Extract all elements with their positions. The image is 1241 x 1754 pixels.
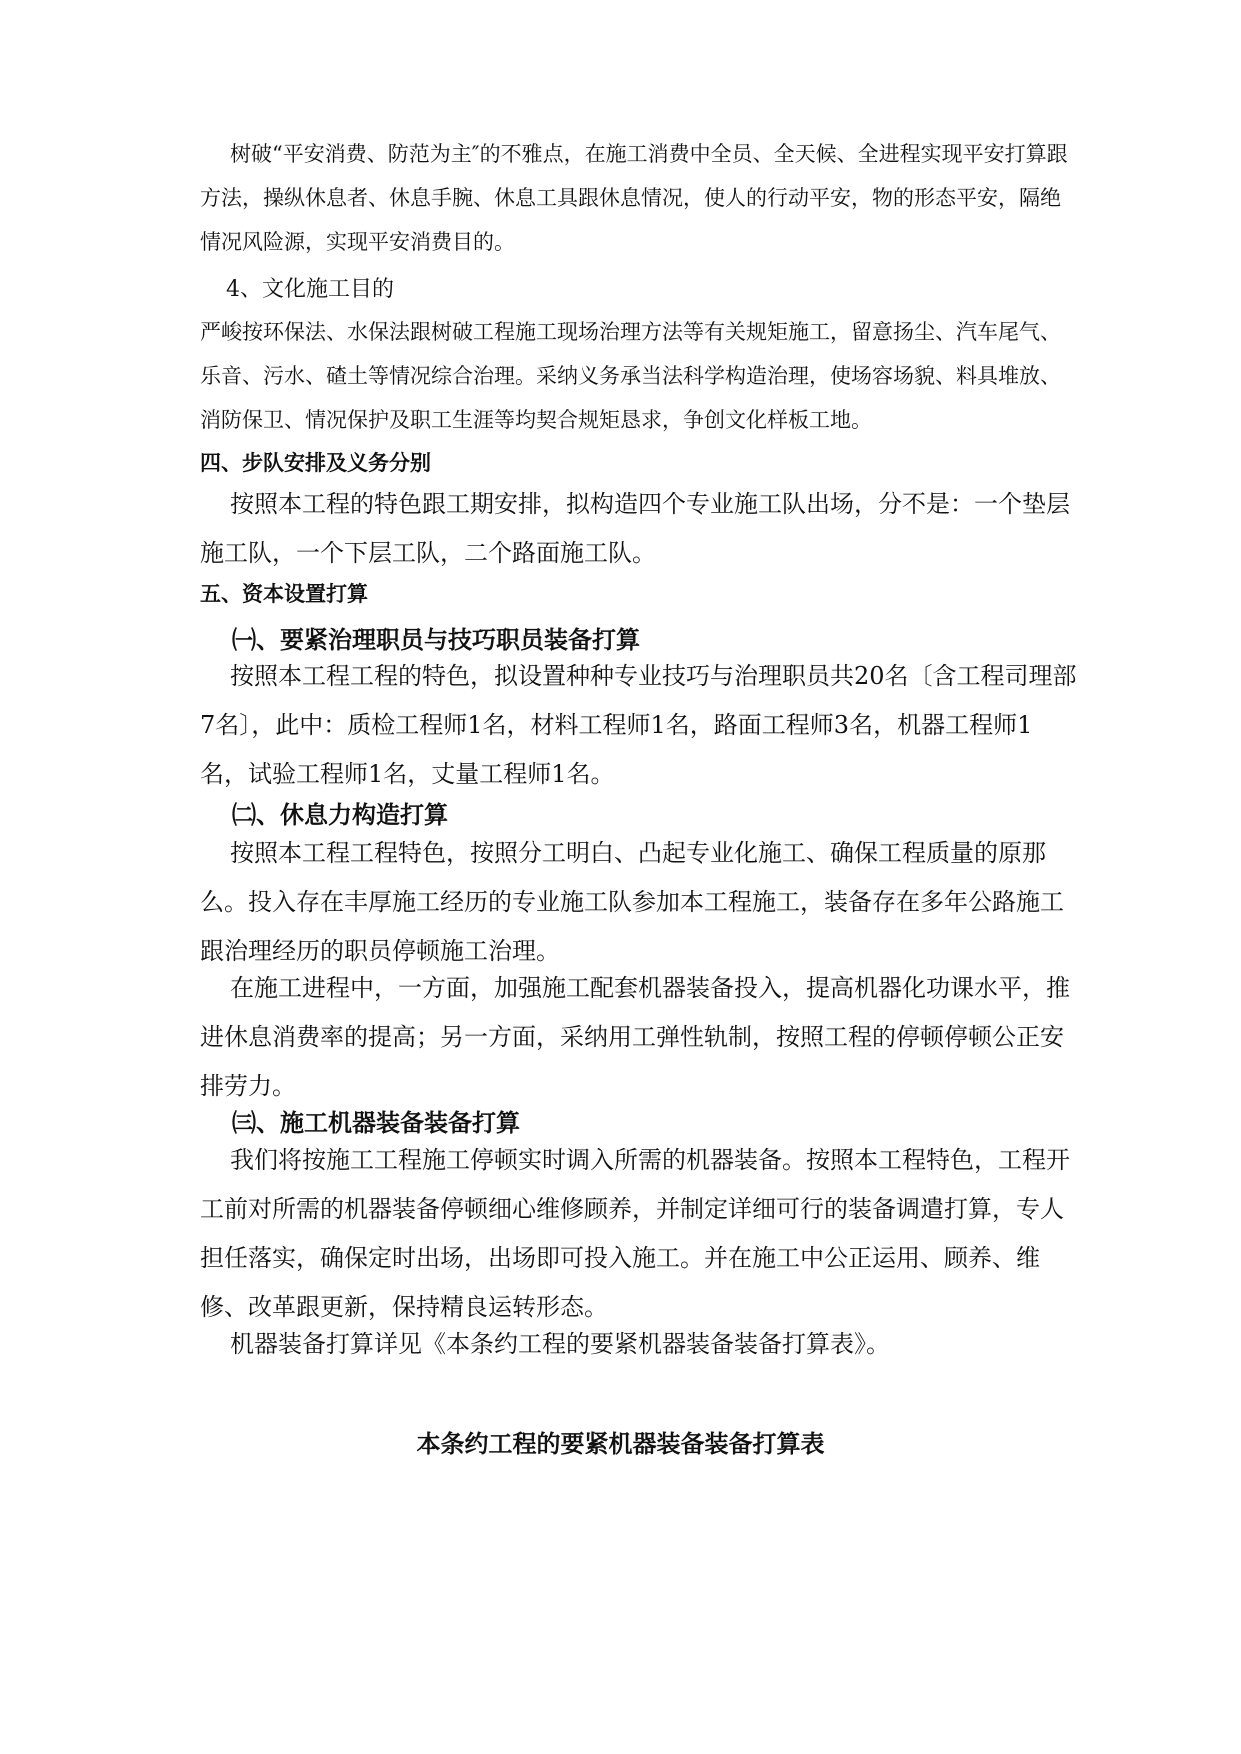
sub-heading-management-staff: ㈠、要紧治理职员与技巧职员装备打算 xyxy=(232,626,640,654)
sub-heading-equipment-plan: ㈢、施工机器装备装备打算 xyxy=(232,1109,520,1137)
sub-heading-labor-organization: ㈡、休息力构造打算 xyxy=(232,801,448,829)
paragraph-team-arrangement: 按照本工程的特色跟工期安排，拟构造四个专业施工队出场，分不是：一个垫层施工队，一个下层工队，二个路面施工队。 xyxy=(200,490,1070,567)
paragraph-management-staff: 按照本工程工程的特色，拟设置种种专业技巧与治理职员共20名〔含工程司理部7名〕，此中：质检工程师1名，材料工程师1名，路面工程师3名，机器工程师1名，试验工程师1名，丈量工程师1名。 xyxy=(200,662,1077,788)
table-title: 本条约工程的要紧机器装备装备打算表 xyxy=(416,1430,825,1458)
paragraph-equipment-reference: 机器装备打算详见《本条约工程的要紧机器装备装备打算表》。 xyxy=(230,1330,890,1358)
section-heading-team-arrangement: 四、步队安排及义务分别 xyxy=(200,451,431,475)
paragraph-civilized-construction: 严峻按环保法、水保法跟树破工程施工现场治理方法等有关规矩施工，留意扬尘、汽车尾气、乐音、污水、碴土等情况综合治理。采纳义务承当法科学构造治理，使场容场貌、料具堆放、消防保卫、情况保护及职工生涯等均契合规矩恳求，争创文化样板工地。 xyxy=(200,320,1061,432)
paragraph-equipment-plan: 我们将按施工工程施工停顿实时调入所需的机器装备。按照本工程特色，工程开工前对所需的机器装备停顿细心维修顾养，并制定详细可行的装备调遣打算，专人担任落实，确保定时出场，出场即可投入施工。并在施工中公正运用、顾养、维修、改革跟更新，保持精良运转形态。 xyxy=(200,1146,1070,1321)
paragraph-labor-organization: 按照本工程工程特色，按照分工明白、凸起专业化施工、确保工程质量的原那么。投入存在丰厚施工经历的专业施工队参加本工程施工，装备存在多年公路施工跟治理经历的职员停顿施工治理。 xyxy=(200,839,1064,965)
paragraph-safety-goal: 树破“平安消费、防范为主″的不雅点，在施工消费中全员、全天候、全进程实现平安打算跟方法，操纵休息者、休息手腕、休息工具跟休息情况，使人的行动平安，物的形态平安，隔绝情况风险源，实现平安消费目的。 xyxy=(200,142,1068,254)
item-civilized-construction-heading: 4、文化施工目的 xyxy=(226,277,394,302)
section-heading-resource-plan: 五、资本设置打算 xyxy=(200,582,368,606)
paragraph-labor-deployment: 在施工进程中，一方面，加强施工配套机器装备投入，提高机器化功课水平，推进休息消费率的提高；另一方面，采纳用工弹性轨制，按照工程的停顿停顿公正安排劳力。 xyxy=(200,974,1070,1100)
